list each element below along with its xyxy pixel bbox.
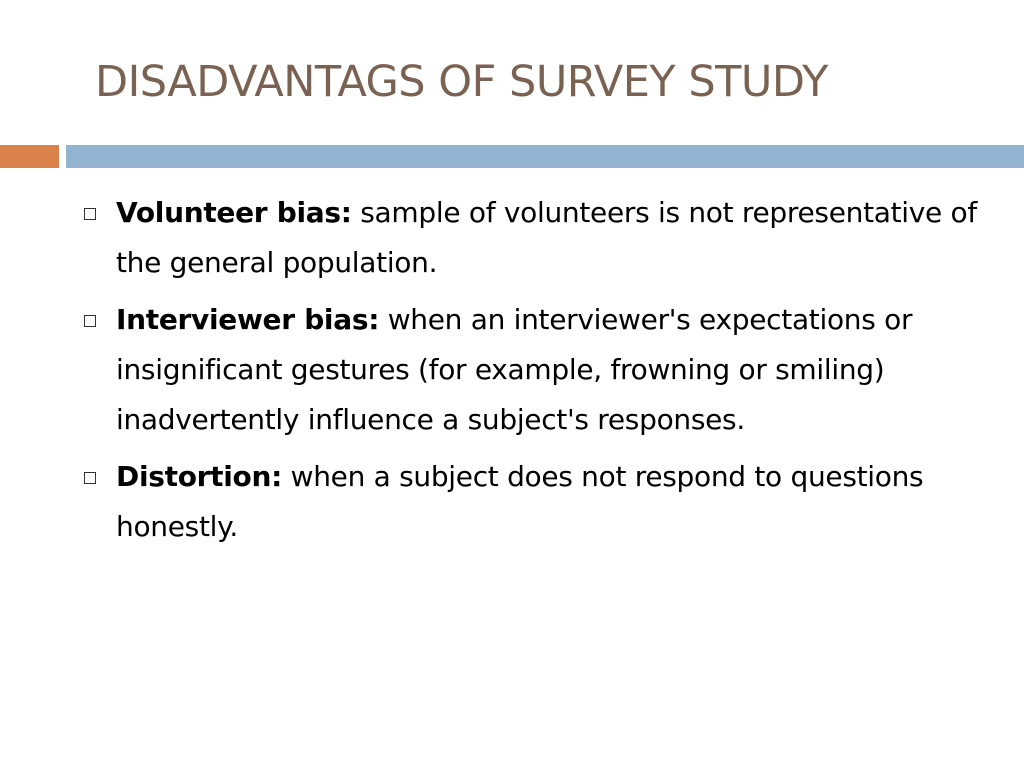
hollow-square-bullet-icon: [84, 472, 96, 484]
bullet-term: Distortion:: [116, 460, 282, 493]
bullet-list: [78, 188, 978, 559]
accent-bar-blue: [66, 145, 1024, 168]
hollow-square-bullet-icon: [84, 315, 96, 327]
accent-bar-orange: [0, 145, 59, 168]
bullet-term: Volunteer bias:: [116, 196, 352, 229]
bullet-term: Interviewer bias:: [116, 303, 380, 336]
bullet-item-volunteer-bias: [78, 188, 978, 288]
bullet-text: when an interviewer's expectations or insignificant gestures (for example, frowning or smiling) inadvertently influence a subject's responses.: [116, 303, 913, 436]
bullet-item-distortion: [78, 452, 978, 552]
bullet-item-interviewer-bias: [78, 295, 978, 445]
bullet-text: when a subject does not respond to questions honestly.: [116, 460, 924, 543]
bullet-text: sample of volunteers is not representative of the general population.: [116, 196, 977, 279]
slide-title: DISADVANTAGS OF SURVEY STUDY: [95, 57, 828, 107]
hollow-square-bullet-icon: [84, 208, 96, 220]
